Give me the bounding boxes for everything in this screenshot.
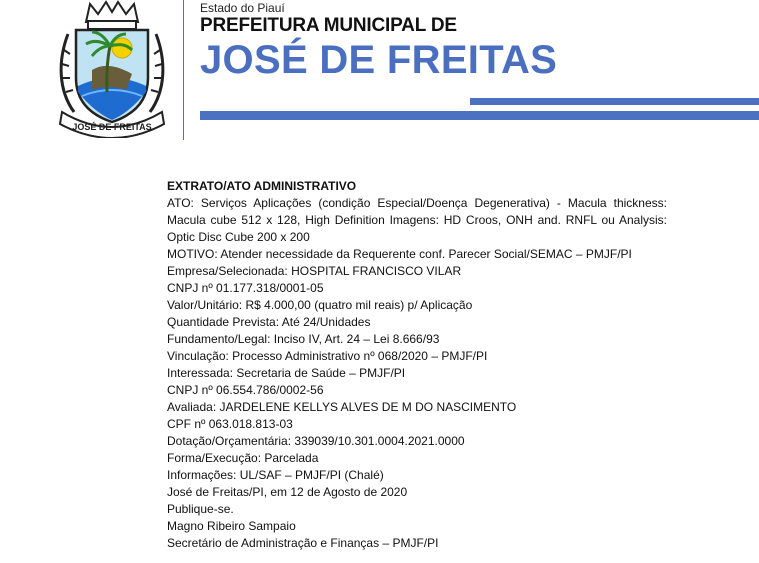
city-name: JOSÉ DE FREITAS	[200, 38, 558, 82]
document-line: Magno Ribeiro Sampaio	[167, 519, 296, 533]
crown-icon	[86, 2, 138, 29]
document-line: CPF nº 063.018.813-03	[167, 417, 293, 431]
document-line: Valor/Unitário: R$ 4.000,00 (quatro mil reais) p/ Aplicação	[167, 298, 473, 312]
prefeitura-heading: PREFEITURA MUNICIPAL DE	[200, 15, 457, 36]
document-title: EXTRATO/ATO ADMINISTRATIVO	[167, 179, 357, 193]
document-line: José de Freitas/PI, em 12 de Agosto de 2020	[167, 485, 408, 499]
document-line: CNPJ nº 01.177.318/0001-05	[167, 281, 324, 295]
header-accent-bar-short	[470, 98, 759, 105]
ato-paragraph: ATO: Serviços Aplicações (condição Especial/Doença Degenerativa) - Macula thickness: Macula cube 512 x 128, High Definition Imagens: HD Croos, ONH and. RNFL ou Analysis: Optic Disc Cube 200 x 200	[167, 196, 667, 244]
document-line: Publique-se.	[167, 502, 234, 516]
document-line: MOTIVO: Atender necessidade da Requerente conf. Parecer Social/SEMAC – PMJF/PI	[167, 247, 632, 261]
document-line: Fundamento/Legal: Inciso IV, Art. 24 – Lei 8.666/93	[167, 332, 440, 346]
document-body	[167, 178, 667, 552]
document-line: Interessada: Secretaria de Saúde – PMJF/PI	[167, 366, 406, 380]
crest-ribbon-text: JOSÉ DE FREITAS	[72, 122, 152, 132]
document-line: Secretário de Administração e Finanças – PMJF/PI	[167, 536, 439, 550]
header-divider	[183, 0, 184, 140]
document-line: CNPJ nº 06.554.786/0002-56	[167, 383, 324, 397]
header-accent-bar-long	[200, 111, 759, 120]
document-line: Avaliada: JARDELENE KELLYS ALVES DE M DO NASCIMENTO	[167, 400, 517, 414]
document-line: Informações: UL/SAF – PMJF/PI (Chalé)	[167, 468, 384, 482]
document-line: Forma/Execução: Parcelada	[167, 451, 319, 465]
municipal-crest-emblem	[52, 0, 172, 138]
document-line: Dotação/Orçamentária: 339039/10.301.0004.2021.0000	[167, 434, 465, 448]
document-line: Vinculação: Processo Administrativo nº 068/2020 – PMJF/PI	[167, 349, 488, 363]
document-line: Quantidade Prevista: Até 24/Unidades	[167, 315, 371, 329]
state-name: Estado do Piauí	[200, 1, 285, 15]
document-line: Empresa/Selecionada: HOSPITAL FRANCISCO VILAR	[167, 264, 462, 278]
